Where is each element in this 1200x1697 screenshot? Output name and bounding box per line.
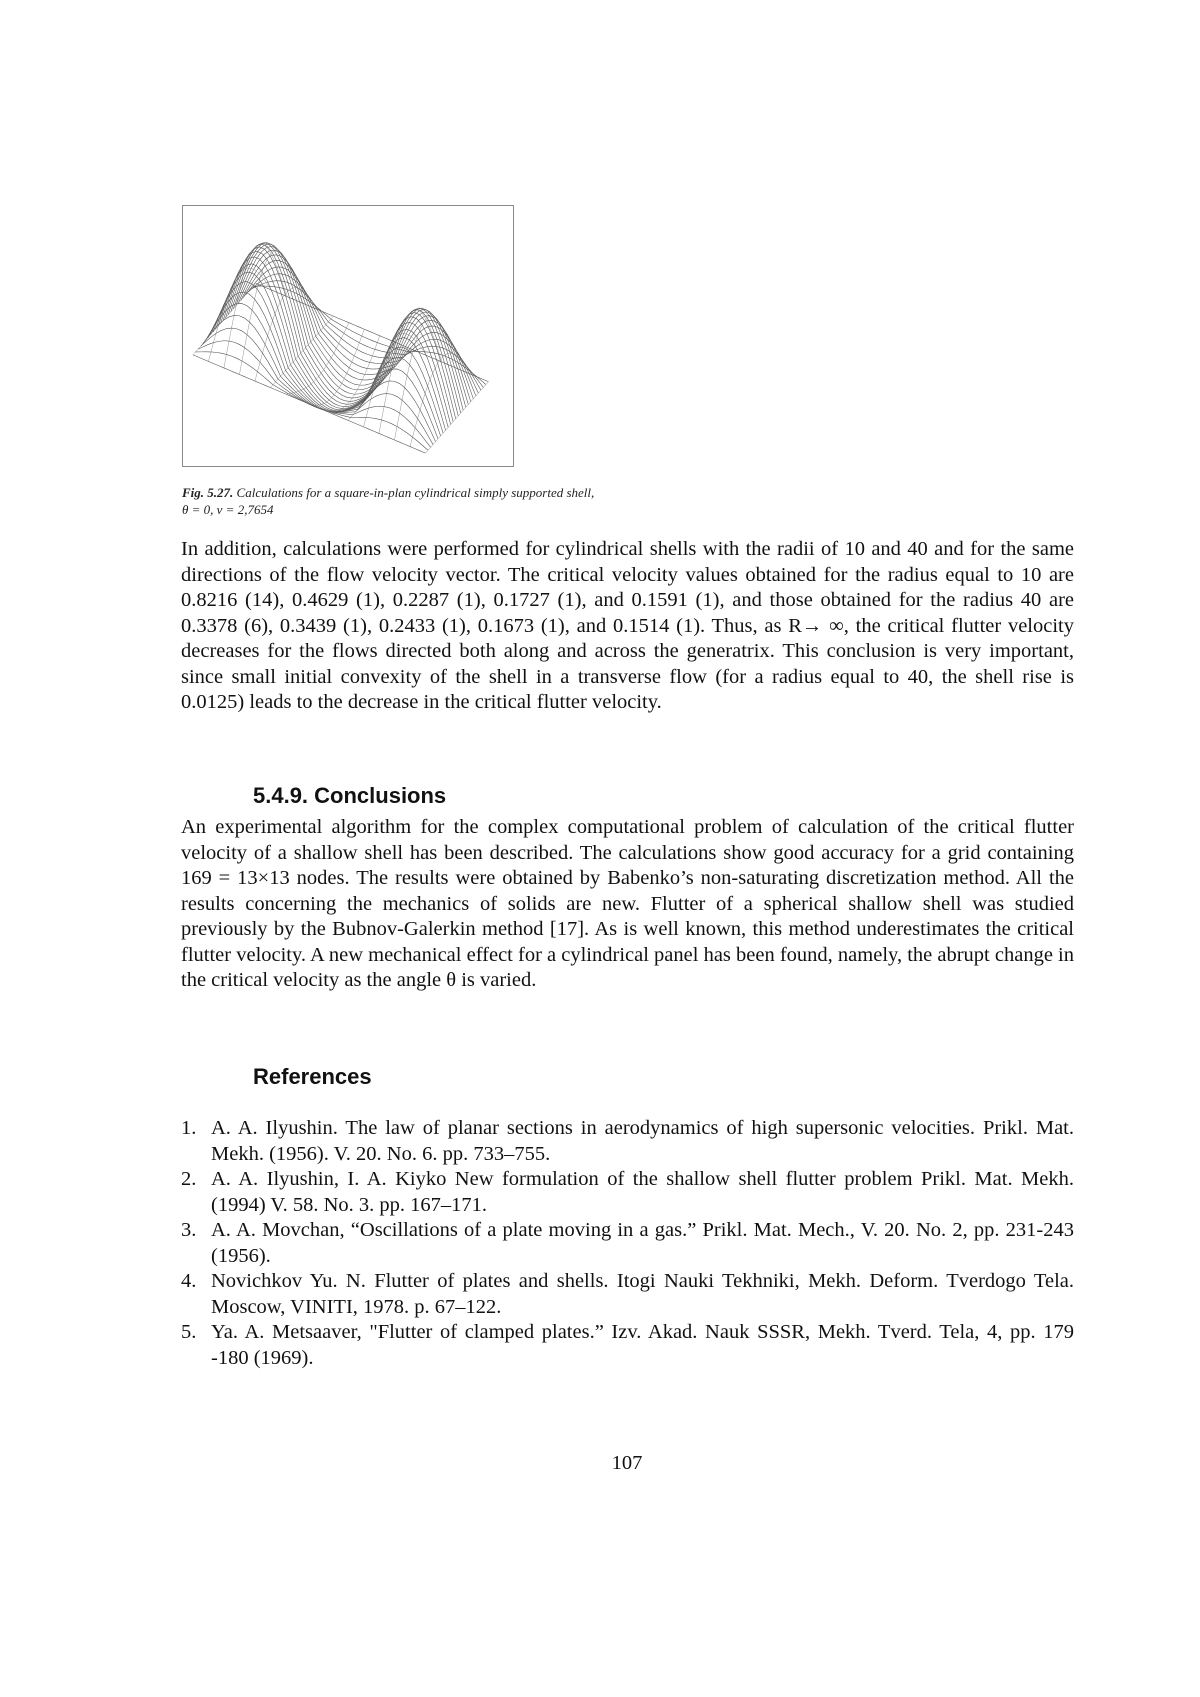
reference-text: A. A. Ilyushin. The law of planar sections in aerodynamics of high supersonic velocities. Prikl. Mat. Mekh. (1956). V. 20. No. 6. pp. 733–755. — [211, 1117, 1074, 1165]
paragraph-results: In addition, calculations were performed for cylindrical shells with the radii of 10 and 40 and for the same directions of the flow velocity vector. The critical velocity values obtained for the radius equal to 10 are 0.8216 (14), 0.4629 (1), 0.2287 (1), 0.1727 (1), and 0.1591 (1), and those obtained for the radius 40 are 0.3378 (6), 0.3439 (1), 0.2433 (1), 0.1673 (1), and 0.1514 (1). Thus, as R→ ∞, the critical flutter velocity decreases for the flows directed both along and across the generatrix. This conclusion is very important, since small initial convexity of the shell in a transverse flow (for a radius equal to 40, the shell rise is 0.0125) leads to the decrease in the critical flutter velocity. — [181, 538, 1074, 713]
reference-text: Novichkov Yu. N. Flutter of plates and shells. Itogi Nauki Tekhniki, Mekh. Deform. Tverdogo Tela. Moscow, VINITI, 1978. p. 67–122. — [211, 1270, 1074, 1318]
reference-number: 3. — [181, 1219, 197, 1241]
references-list — [181, 1116, 1074, 1371]
figure-caption-line1: Calculations for a square-in-plan cylindrical simply supported shell, — [236, 485, 595, 500]
surface-crossline — [193, 283, 256, 354]
surface-gridline — [236, 246, 469, 404]
reference-text: Ya. A. Metsaaver, "Flutter of clamped plates.” Izv. Akad. Nauk SSSR, Mekh. Tverd. Tela, 4, pp. 179 -180 (1969). — [211, 1321, 1074, 1369]
section-heading-conclusions: 5.4.9. Conclusions — [253, 783, 447, 808]
references-heading: References — [253, 1064, 372, 1089]
reference-number: 2. — [181, 1168, 197, 1190]
figure-caption — [182, 484, 882, 518]
surface-crossline — [208, 268, 271, 361]
reference-number: 5. — [181, 1321, 197, 1343]
reference-item — [181, 1167, 1074, 1218]
surface-gridline — [253, 286, 486, 384]
reference-text: A. A. Movchan, “Oscillations of a plate moving in a gas.” Prikl. Mat. Mech., V. 20. No. 2, pp. 231-243 (1956). — [211, 1219, 1074, 1267]
figure-caption-line2: θ = 0, v = 2,7654 — [182, 502, 274, 517]
surface-gridline — [248, 274, 481, 391]
reference-item — [181, 1218, 1074, 1269]
figure-frame — [182, 205, 514, 467]
reference-number: 1. — [181, 1117, 197, 1139]
surface-crossline — [426, 382, 489, 453]
reference-item — [181, 1269, 1074, 1320]
paragraph-conclusions: An experimental algorithm for the complex computational problem of calculation of the critical flutter velocity of a shallow shell has been described. The calculations show good accuracy for a grid containing 169 = 13×13 nodes. The results were obtained by Babenko’s non-saturating discretization method. All the results concerning the mechanics of solids are new. Flutter of a spherical shallow shell was studied previously by the Bubnov-Galerkin method [17]. As is well known, this method underestimates the critical flutter velocity. A new mechanical effect for a cylindrical panel has been found, namely, the abrupt change in the critical velocity as the angle θ is varied. — [181, 816, 1074, 991]
figure-label: Fig. 5.27. — [182, 485, 234, 500]
surface-gridline — [241, 255, 474, 399]
page-number: 107 — [611, 1452, 643, 1474]
reference-number: 4. — [181, 1270, 197, 1292]
reference-text: A. A. Ilyushin, I. A. Kiyko New formulation of the shallow shell flutter problem Prikl. Mat. Mekh. (1994) V. 58. No. 3. pp. 167–171. — [211, 1168, 1074, 1216]
surface-gridline — [233, 244, 466, 408]
reference-item — [181, 1320, 1074, 1371]
wireframe-surface-plot — [183, 206, 513, 466]
surface-gridline — [256, 283, 489, 381]
surface-crossline — [364, 334, 427, 427]
surface-gridline — [221, 251, 454, 421]
reference-item — [181, 1116, 1074, 1167]
